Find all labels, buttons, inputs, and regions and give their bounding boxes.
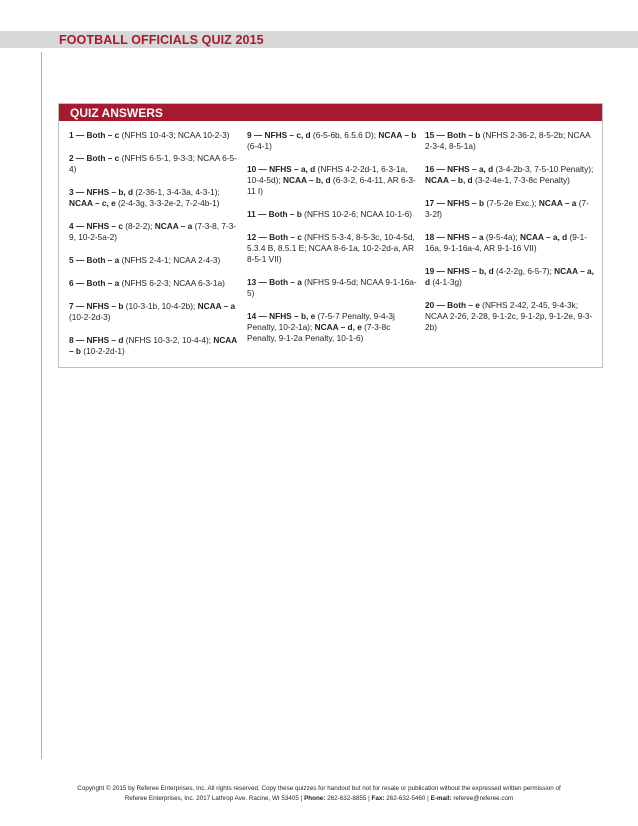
answer-item: 16 — NFHS – a, d (3-4-2b-3, 7-5-10 Penalty); NCAA – b, d (3-2-4e-1, 7-3-8c Penalty) — [425, 164, 594, 185]
answer-item: 10 — NFHS – a, d (NFHS 4-2-2d-1, 6-3-1a, 10-4-5d); NCAA – b, d (6-3-2, 6-4-11, AR 6-3-11 I) — [247, 164, 416, 196]
page-title: FOOTBALL OFFICIALS QUIZ 2015 — [59, 33, 264, 47]
margin-rule — [41, 52, 42, 759]
answer-item: 17 — NFHS – b (7-5-2e Exc.); NCAA – a (7-3-2f) — [425, 198, 589, 219]
answer-item: 8 — NFHS – d (NFHS 10-3-2, 10-4-4); NCAA – b (10-2-2d-1) — [69, 335, 237, 356]
answer-item: 2 — Both – c (NFHS 6-5-1, 9-3-3; NCAA 6-5-4) — [69, 153, 237, 174]
quiz-answers-box — [58, 103, 603, 368]
answers-column-1 — [69, 130, 240, 369]
footer-line-2: Referee Enterprises, Inc. 2017 Lathrop Ave. Racine, WI 53405 | Phone: 262-632-8855 | Fax: 262-632-5460 | E-mail: referee@referee.com — [124, 795, 514, 802]
answers-column-2 — [247, 130, 417, 356]
answer-item: 20 — Both – e (NFHS 2-42, 2-45, 9-4-3k; NCAA 2-26, 2-28, 9-1-2c, 9-1-2p, 9-1-2e, 9-3-2b) — [425, 300, 593, 332]
answer-item: 14 — NFHS – b, e (7-5-7 Penalty, 9-4-3j Penalty, 10-2-1a); NCAA – d, e (7-3-8c Penalty, 9-1-2a Penalty, 10-1-6) — [247, 311, 395, 343]
answer-item: 19 — NFHS – b, d (4-2-2g, 6-5-7); NCAA – a, d (4-1-3g) — [425, 266, 594, 287]
answer-item: 6 — Both – a (NFHS 6-2-3; NCAA 6-3-1a) — [69, 278, 225, 288]
quiz-answers-header — [59, 104, 602, 121]
footer-line-1: Copyright © 2015 by Referee Enterprises, Inc. All rights reserved. Copy these quizzes for handout but not for resale or publication without the expressed written permission of — [77, 785, 561, 792]
answers-column-3 — [425, 130, 595, 345]
answer-item: 3 — NFHS – b, d (2-36-1, 3-4-3a, 4-3-1); NCAA – c, e (2-4-3g, 3-3-2e-2, 7-2-4b-1) — [69, 187, 220, 208]
answer-item: 12 — Both – c (NFHS 5-3-4, 8-5-3c, 10-4-5d, 5.3.4 B, 8.5.1 E; NCAA 8-6-1a, 10-2-2d-a, AR 8-5-1 VII) — [247, 232, 415, 264]
answer-item: 11 — Both – b (NFHS 10-2-6; NCAA 10-1-6) — [247, 209, 413, 219]
answer-item: 7 — NFHS – b (10-3-1b, 10-4-2b); NCAA – a (10-2-2d-3) — [69, 301, 236, 322]
quiz-answers-heading: QUIZ ANSWERS — [70, 106, 163, 120]
answer-item: 5 — Both – a (NFHS 2-4-1; NCAA 2-4-3) — [69, 255, 221, 265]
answer-item: 15 — Both – b (NFHS 2-36-2, 8-5-2b; NCAA 2-3-4, 8-5-1a) — [425, 130, 591, 151]
answer-item: 1 — Both – c (NFHS 10-4-3; NCAA 10-2-3) — [69, 130, 230, 140]
answer-item: 13 — Both – a (NFHS 9-4-5d; NCAA 9-1-16a-5) — [247, 277, 417, 298]
answer-item: 18 — NFHS – a (9-5-4a); NCAA – a, d (9-1-16a, 9-1-16a-4, AR 9-1-16 VII) — [425, 232, 588, 253]
copyright-footer — [20, 784, 618, 804]
answer-item: 4 — NFHS – c (8-2-2); NCAA – a (7-3-8, 7-3-9, 10-2-5a-2) — [69, 221, 237, 242]
answer-item: 9 — NFHS – c, d (6-5-6b, 6.5.6 D); NCAA – b (6-4-1) — [247, 130, 417, 151]
